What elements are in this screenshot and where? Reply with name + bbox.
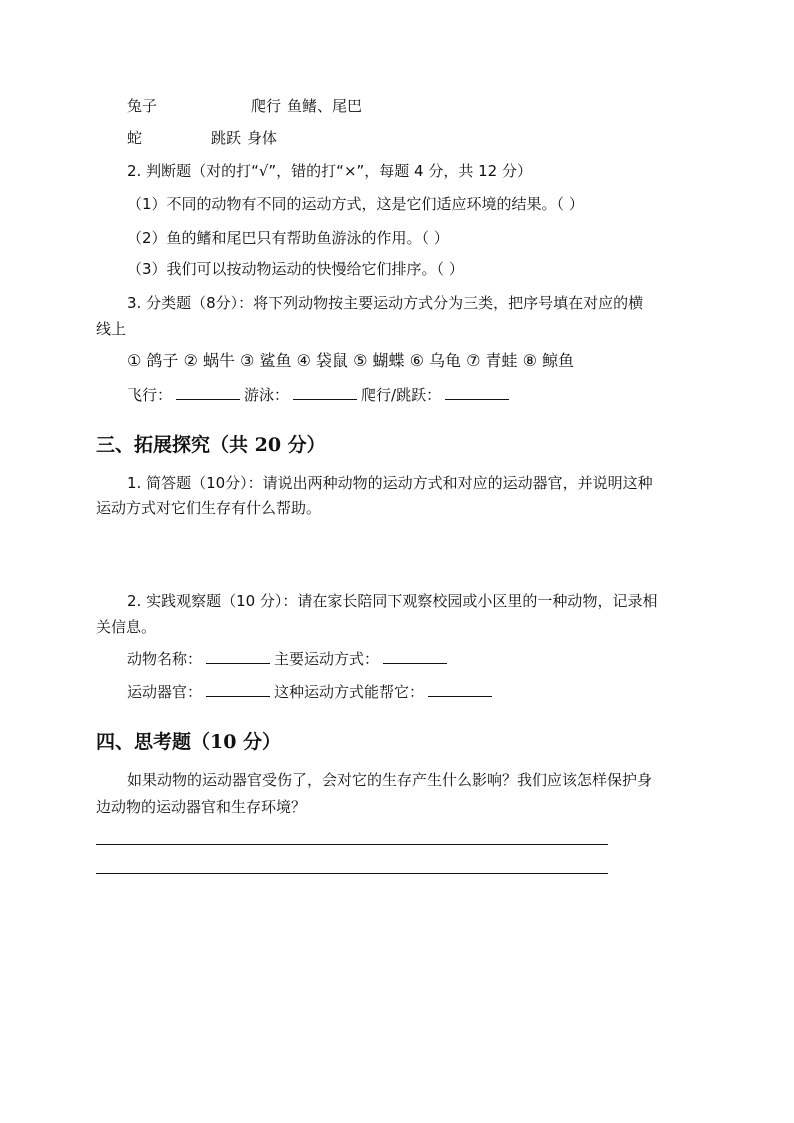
matching-row-1 [127,96,362,116]
matching-organ: 鱼鳍、尾巴 [287,97,363,115]
section4-q-line2: 边动物的运动器官和生存环境？ [96,798,307,816]
answer-line-2[interactable] [96,873,608,874]
judge-item-1: （1）不同的动物有不同的运动方式，这是它们适应环境的结果。（ ） [127,195,584,213]
motion-organ-label: 运动器官： [127,683,203,701]
motion-mode-label: 主要运动方式： [274,650,380,668]
answer-line-1[interactable] [96,844,608,845]
motion-organ-blank[interactable] [206,682,270,697]
matching-motion: 爬行 [251,97,282,115]
matching-animal: 兔子 [127,97,158,115]
judge-item-2: （2）鱼的鳍和尾巴只有帮助鱼游泳的作用。（ ） [127,229,449,247]
section3-q2-line1: 2. 实践观察题（10 分）：请在家长陪同下观察校园或小区里的一种动物，记录相 [127,592,658,610]
crawl-jump-label: 爬行/跳跃： [361,386,442,404]
section4-heading: 四、思考题（10 分） [96,731,282,753]
animal-name-blank[interactable] [206,649,270,664]
swim-label: 游泳： [244,386,290,404]
section3-q2-line2: 关信息。 [96,618,157,636]
classify-title-line1: 3. 分类题（8分）：将下列动物按主要运动方式分为三类，把序号填在对应的横 [127,294,644,312]
animal-name-label: 动物名称： [127,650,203,668]
section3-heading: 三、拓展探究（共 20 分） [96,434,326,456]
section4-q-line1: 如果动物的运动器官受伤了，会对它的生存产生什么影响？我们应该怎样保护身 [127,771,653,789]
judge-item-3: （3）我们可以按动物运动的快慢给它们排序。（ ） [127,260,464,278]
motion-help-label: 这种运动方式能帮它： [274,683,425,701]
matching-row-2 [127,128,277,148]
section3-q1-line1: 1. 简答题（10分）：请说出两种动物的运动方式和对应的运动器官，并说明这种 [127,474,653,492]
judge-title: 2. 判断题（对的打“√”，错的打“×”，每题 4 分，共 12 分） [127,162,532,180]
motion-mode-blank[interactable] [383,649,447,664]
observation-row-1 [127,649,451,669]
classify-title-line2: 线上 [96,320,127,338]
fly-blank[interactable] [176,385,240,400]
observation-row-2 [127,682,496,702]
matching-organ: 身体 [247,129,278,147]
classify-animal-list: ① 鸽子 ② 蜗牛 ③ 鲨鱼 ④ 袋鼠 ⑤ 蝴蝶 ⑥ 乌龟 ⑦ 青蛙 ⑧ 鲸鱼 [127,351,575,370]
swim-blank[interactable] [293,385,357,400]
matching-animal: 蛇 [127,129,143,147]
crawl-jump-blank[interactable] [445,385,509,400]
fly-label: 飞行： [127,386,173,404]
classify-answers [127,385,513,405]
motion-help-blank[interactable] [428,682,492,697]
section3-q1-line2: 运动方式对它们生存有什么帮助。 [96,499,322,517]
matching-motion: 跳跃 [211,129,242,147]
